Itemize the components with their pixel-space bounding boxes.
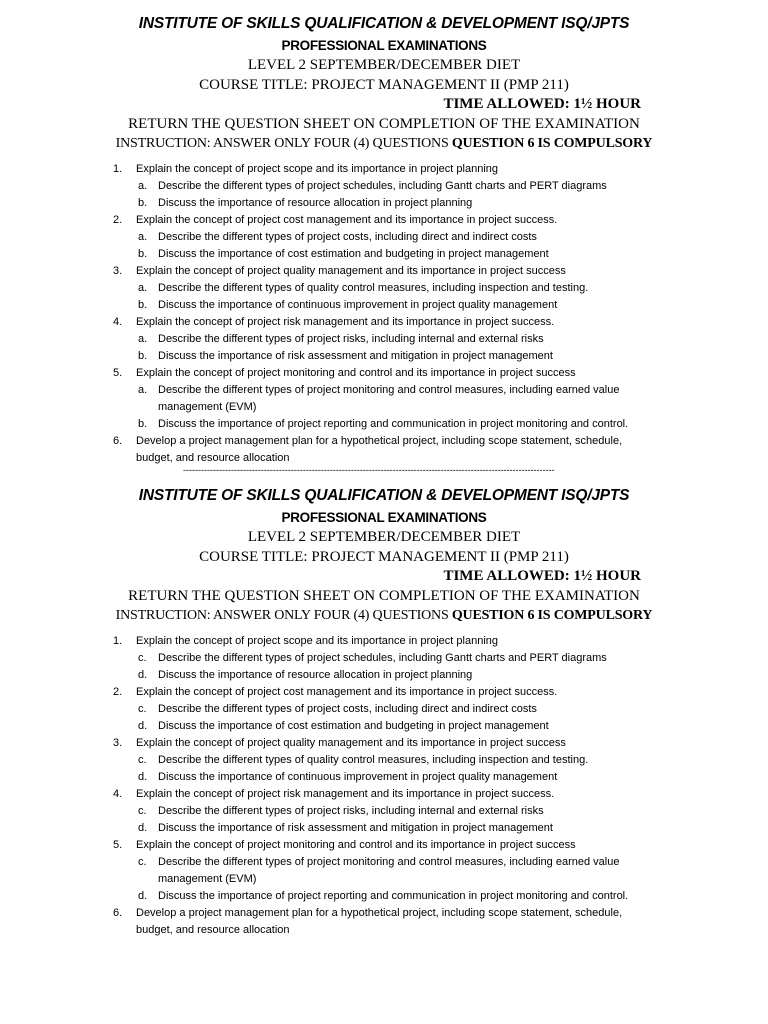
sub-question-text: Describe the different types of project schedules, including Gantt charts and PERT diagrams [158,652,607,664]
compulsory-note: QUESTION 6 IS COMPULSORY [451,136,653,151]
sub-question-text: Discuss the importance of cost estimation and budgeting in project management [158,248,549,260]
question-text: Explain the concept of project quality management and its importance in project success [136,737,566,749]
sub-question-text: Discuss the importance of risk assessment and mitigation in project management [158,822,553,834]
sub-question-letter: a. [138,384,148,396]
section-divider: ---------------------------------------------------------------------------------------------------------------------------- [183,465,555,475]
question-number: 1. [113,635,123,647]
sub-question-letter: d. [138,720,148,732]
sub-question-text: Discuss the importance of project reporting and communication in project monitoring and control. [158,890,629,902]
sub-question-letter: b. [138,418,148,430]
sub-question-text: Describe the different types of project monitoring and control measures, including earned value management (EVM) [158,856,620,885]
sub-question-list [0,701,768,735]
sub-question-text: Describe the different types of project monitoring and control measures, including earned value management (EVM) [158,384,620,413]
time-allowed: TIME ALLOWED: 1½ HOUR [443,568,641,584]
sub-question-text: Discuss the importance of resource allocation in project planning [158,669,473,681]
sub-question-list [0,178,768,212]
sub-question-item [0,178,768,195]
question-item [0,314,768,365]
sub-question-letter: b. [138,197,148,209]
sub-question-letter: c. [138,856,147,868]
sub-question-list [0,229,768,263]
return-note: RETURN THE QUESTION SHEET ON COMPLETION OF THE EXAMINATION [128,115,640,132]
sub-question-letter: c. [138,652,147,664]
level-line: LEVEL 2 SEPTEMBER/DECEMBER DIET [247,57,521,73]
sub-question-letter: d. [138,669,148,681]
question-number: 5. [113,839,123,851]
question-item [0,212,768,263]
exam-section-2 [0,485,768,939]
sub-question-list [0,650,768,684]
sub-question-letter: b. [138,350,148,362]
instruction-line [0,134,768,153]
question-number: 2. [113,214,123,226]
sub-question-letter: c. [138,805,147,817]
exam-section-1 [0,13,768,467]
question-item [0,735,768,786]
return-note: RETURN THE QUESTION SHEET ON COMPLETION OF THE EXAMINATION [128,587,640,604]
sub-question-letter: a. [138,180,148,192]
sub-question-item [0,331,768,348]
instruction-text: INSTRUCTION: ANSWER ONLY FOUR (4) QUESTIONS [115,136,452,151]
sub-question-letter: a. [138,282,148,294]
question-number: 1. [113,163,123,175]
question-item [0,633,768,684]
question-number: 5. [113,367,123,379]
sub-question-item [0,297,768,314]
sub-question-list [0,803,768,837]
sub-question-item [0,854,768,888]
question-text: Explain the concept of project risk management and its importance in project success. [136,316,555,328]
sub-question-item [0,718,768,735]
sub-question-item [0,667,768,684]
sub-question-letter: c. [138,703,147,715]
question-number: 4. [113,316,123,328]
question-item [0,786,768,837]
course-title-line: COURSE TITLE: PROJECT MANAGEMENT II (PMP 211) [199,76,569,93]
question-text: Explain the concept of project monitoring and control and its importance in project success [136,367,576,379]
sub-question-text: Describe the different types of project risks, including internal and external risks [158,805,544,817]
sub-question-letter: b. [138,248,148,260]
question-text: Explain the concept of project scope and its importance in project planning [136,635,498,647]
course-title-line: COURSE TITLE: PROJECT MANAGEMENT II (PMP 211) [199,548,569,565]
sub-question-letter: b. [138,299,148,311]
question-item [0,433,768,467]
question-number: 6. [113,435,123,447]
sub-question-text: Discuss the importance of continuous improvement in project quality management [158,299,558,311]
question-text: Explain the concept of project quality management and its importance in project success [136,265,566,277]
question-text: Explain the concept of project scope and its importance in project planning [136,163,498,175]
institute-title: INSTITUTE OF SKILLS QUALIFICATION & DEVELOPMENT ISQ/JPTS [138,487,630,504]
question-text: Explain the concept of project cost management and its importance in project success. [136,214,558,226]
question-number: 6. [113,907,123,919]
exam-type-heading: PROFESSIONAL EXAMINATIONS [281,38,487,53]
time-allowed: TIME ALLOWED: 1½ HOUR [443,96,641,112]
sub-question-text: Describe the different types of project risks, including internal and external risks [158,333,544,345]
compulsory-note: QUESTION 6 IS COMPULSORY [451,608,653,623]
sub-question-text: Describe the different types of project costs, including direct and indirect costs [158,231,537,243]
sub-question-item [0,803,768,820]
question-item [0,365,768,433]
sub-question-letter: a. [138,333,148,345]
question-list [0,161,768,467]
question-number: 2. [113,686,123,698]
sub-question-list [0,752,768,786]
question-text: Develop a project management plan for a hypothetical project, including scope statement, schedule, budget, and resource allocation [136,907,623,936]
sub-question-text: Describe the different types of project schedules, including Gantt charts and PERT diagrams [158,180,607,192]
sub-question-text: Discuss the importance of risk assessment and mitigation in project management [158,350,553,362]
question-item [0,263,768,314]
sub-question-item [0,416,768,433]
sub-question-text: Describe the different types of quality control measures, including inspection and testing. [158,282,589,294]
sub-question-item [0,195,768,212]
sub-question-list [0,382,768,433]
sub-question-item [0,752,768,769]
level-line: LEVEL 2 SEPTEMBER/DECEMBER DIET [247,529,521,545]
sub-question-item [0,769,768,786]
sub-question-item [0,701,768,718]
sub-question-list [0,331,768,365]
question-text: Explain the concept of project cost management and its importance in project success. [136,686,558,698]
sub-question-item [0,280,768,297]
question-item [0,905,768,939]
question-list [0,633,768,939]
question-number: 4. [113,788,123,800]
sub-question-item [0,348,768,365]
question-text: Develop a project management plan for a hypothetical project, including scope statement, schedule, budget, and resource allocation [136,435,623,464]
sub-question-item [0,650,768,667]
sub-question-item [0,382,768,416]
question-item [0,684,768,735]
question-text: Explain the concept of project monitoring and control and its importance in project success [136,839,576,851]
sub-question-text: Describe the different types of quality control measures, including inspection and testing. [158,754,589,766]
sub-question-item [0,888,768,905]
question-number: 3. [113,265,123,277]
sub-question-text: Discuss the importance of continuous improvement in project quality management [158,771,558,783]
sub-question-letter: c. [138,754,147,766]
sub-question-letter: d. [138,822,148,834]
sub-question-item [0,246,768,263]
sub-question-text: Discuss the importance of cost estimation and budgeting in project management [158,720,549,732]
question-text: Explain the concept of project risk management and its importance in project success. [136,788,555,800]
question-item [0,837,768,905]
institute-title: INSTITUTE OF SKILLS QUALIFICATION & DEVELOPMENT ISQ/JPTS [138,15,630,32]
sub-question-list [0,854,768,905]
sub-question-item [0,820,768,837]
sub-question-text: Describe the different types of project costs, including direct and indirect costs [158,703,537,715]
sub-question-letter: a. [138,231,148,243]
sub-question-letter: d. [138,890,148,902]
sub-question-item [0,229,768,246]
sub-question-text: Discuss the importance of resource allocation in project planning [158,197,473,209]
sub-question-letter: d. [138,771,148,783]
sub-question-text: Discuss the importance of project reporting and communication in project monitoring and control. [158,418,629,430]
instruction-text: INSTRUCTION: ANSWER ONLY FOUR (4) QUESTIONS [115,608,452,623]
instruction-line [0,606,768,625]
exam-type-heading: PROFESSIONAL EXAMINATIONS [281,510,487,525]
question-item [0,161,768,212]
sub-question-list [0,280,768,314]
question-number: 3. [113,737,123,749]
